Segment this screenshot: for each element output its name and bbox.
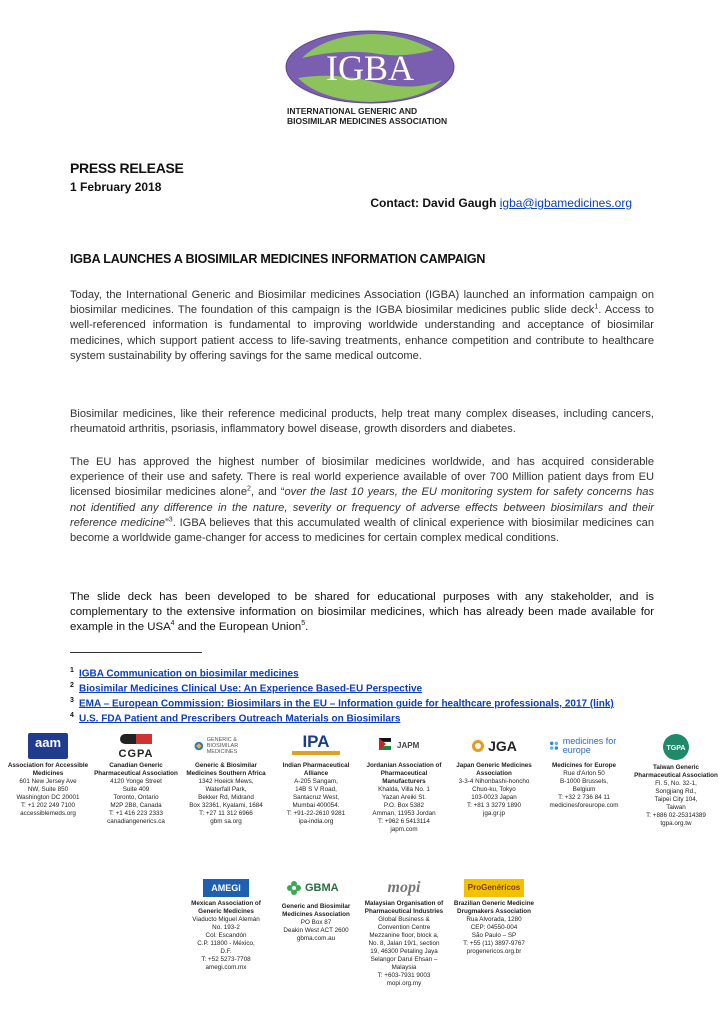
- mopi-logo: mopi: [387, 879, 421, 896]
- footnote-ref-1: 1: [594, 303, 599, 311]
- paragraph-2: Biosimilar medicines, like their reference medicinal products, help treat many complex diseases, including cancers, rheumatoid arthritis, psoriasis, inflammatory bowel disease, growth disorders and diabetes.: [70, 408, 654, 436]
- member-mopi: mopi Malaysian Organisation of Pharmaceutical Industries Global Business & Convention Centre Mezzanine floor, block a, No. 8, Jalan 19/1, section 19, 46300 Petaling Jaya Selangor Darul Ehsan – Malaysia T: +603-7931 9003 mopi.org.my: [364, 879, 444, 987]
- member-progenericos: ProGenéricos Brazilian Generic Medicine Drugmakers Association Rua Alvorada, 1280 CEP: 04550-004 São Paulo – SP T: +55 (11) 3897-9767 progenericos.org.br: [450, 879, 538, 956]
- press-release-date: 1 February 2018: [70, 180, 162, 194]
- member-aam: aam Association for Accessible Medicines 601 New Jersey Ave NW, Suite 850 Washington DC 20001 T: +1 202 249 7100 accessiblemeds.org: [7, 735, 89, 817]
- amegi-logo: AMEGI: [203, 879, 249, 897]
- footnote-divider: [70, 652, 202, 653]
- member-gbm-sa: GENERIC & BIOSIMILAR MEDICINES Generic & Biosimilar Medicines Southern Africa 1342 Hoeick Mews, Waterfall Park, Bekker Rd, Midrand Box 32361, Kyalami, 1684 T: +27 11 312 6966 gbm sa.org: [182, 733, 270, 826]
- japm-logo: JAPM: [376, 733, 432, 759]
- jordan-flag-icon: [376, 736, 394, 756]
- progenericos-logo: ProGenéricos: [464, 879, 524, 897]
- tgpa-logo: [662, 733, 690, 761]
- member-ipa: IPA Indian Pharmaceutical Alliance A-205 Sangam, 14B S V Road, Santacruz West, Mumbai 400054. T: +91-22-2610 9281 ipa-india.org: [282, 732, 350, 825]
- member-medicines-for-europe: medicines for europe Medicines for Europe Rue d'Arlon 50 B-1000 Brussels, Belgium T: +32 2 736 84 11 medicinesforeurope.com: [540, 733, 628, 810]
- igba-logo: [284, 28, 456, 106]
- paragraph-3: The EU has approved the highest number of biosimilar medicines worldwide, and has acquired considerable experience of their use and safety. There is real world experience available of over 700 Million patient days from EU licensed biosimilar medicines alone$^2$, and “over the last 10 years, the EU monitoring system for safety concerns has not identified any difference in the nature, severity or frequency of adverse effects between biosimilars and their reference medicine”$^3$. IGBA believes that this accumulated wealth of clinical experience with biosimilar medicines can become a worldwide game-changer for access to medicines for certain complex medical conditions.: [70, 456, 655, 545]
- gbm-sa-logo: GENERIC & BIOSIMILAR MEDICINES: [194, 733, 258, 759]
- pill-icon: [108, 733, 164, 745]
- cgpa-logo: CGPA: [108, 733, 164, 759]
- footnote-3[interactable]: $^3$ EMA – European Commission: Biosimilars in the EU – Information guide for healthcare professionals, 2017 (link): [70, 697, 614, 710]
- gbm-sa-emblem-icon: [194, 737, 204, 755]
- tgpa-emblem-text: TGPA: [666, 745, 686, 752]
- footnote-ref-3: 3: [168, 516, 173, 524]
- member-cgpa: CGPA Canadian Generic Pharmaceutical Association 4120 Yonge Street Suite 409 Toronto, Ontario M2P 2B8, Canada T: +1 416 223 2333 canadiangenerics.ca: [92, 733, 180, 826]
- footnote-ref-4: 4: [170, 620, 175, 628]
- contact-line: [370, 196, 632, 210]
- press-release-label: PRESS RELEASE: [70, 160, 184, 176]
- gbma-logo: GBMA: [286, 876, 346, 900]
- gbma-flower-icon: [286, 880, 302, 896]
- member-gbma: GBMA Generic and Biosimilar Medicines Association PO Box 87 Deakin West ACT 2600 gbma.com.au: [272, 876, 360, 943]
- association-name: [287, 106, 477, 126]
- association-name-line1: INTERNATIONAL GENERIC AND: [287, 106, 418, 116]
- association-name-line2: BIOSIMILAR MEDICINES ASSOCIATION: [287, 116, 448, 126]
- member-amegi: AMEGI Mexican Association of Generic Medicines Viaducto Miguel Alemán No. 193-2 Col. Escandón C.P. 11800 - México, D.F. T: +52 5273-7708 amegi.com.mx: [182, 879, 270, 972]
- footnote-2[interactable]: $^2$ Biosimilar Medicines Clinical Use: An Experience Based-EU Perspective: [70, 682, 423, 695]
- medicines-for-europe-logo: medicines for europe: [549, 733, 619, 759]
- footnote-ref-5: 5: [301, 620, 306, 628]
- jga-emblem-icon: [471, 739, 485, 753]
- member-tgpa: TGPA Taiwan Generic Pharmaceutical Association Fl. 5, No. 32-1, Songjiang Rd., Taipei City 104, Taiwan T: +886 02-25314389 tgpa.org.tw: [632, 733, 720, 828]
- paragraph-1: Today, the International Generic and Biosimilar medicines Association (IGBA) launched an information campaign on biosimilar medicines. The foundation of this campaign is the IGBA biosimilar medicines public slide deck$^1$. Access to well-referenced information is fundamental to improving worldwide understanding and acceptance of biosimilar medicines, which support patient access to life-saving treatments, enhance competition and contribute to healthcare system sustainability by offering savings for the same medical outcome.: [70, 289, 654, 362]
- paragraph-4: The slide deck has been developed to be shared for educational purposes with any stakeholder, and is complementary to the extensive information on biosimilar medicines, which has already been made available for example in the USA$^4$ and the European Union$^5$.: [70, 591, 654, 634]
- footnote-1[interactable]: $^1$ IGBA Communication on biosimilar medicines: [70, 667, 299, 680]
- aam-logo: aam: [28, 733, 68, 759]
- tgpa-emblem-icon: [662, 733, 690, 761]
- ipa-logo: IPA: [292, 733, 340, 759]
- contact-email-link[interactable]: igba@igbamedicines.org: [499, 196, 632, 210]
- article-title: IGBA LAUNCHES A BIOSIMILAR MEDICINES INFORMATION CAMPAIGN: [70, 252, 486, 266]
- mfe-dots-icon: [549, 738, 560, 754]
- footnote-ref-2: 2: [247, 485, 251, 493]
- jga-logo: JGA: [466, 733, 522, 759]
- contact-label: Contact: David Gaugh: [370, 196, 500, 210]
- footnote-4[interactable]: $^4$ U.S. FDA Patient and Prescribers Outreach Materials on Biosimilars: [70, 712, 401, 725]
- member-japm: JAPM Jordanian Association of Pharmaceutical Manufacturers Khalda, Villa No. 1 Yazan Areiki St. P.O. Box 5382 Amman, 11953 Jordan T: +962 6 5413114 japm.com: [360, 733, 448, 834]
- member-jga: JGA Japan Generic Medicines Association 3-3-4 Nihonbashi-honcho Chuo-ku, Tokyo 103-0023 Japan T: +81 3 3279 1890 jga.gr.jp: [450, 733, 538, 818]
- igba-logo-text: IGBA: [326, 48, 414, 88]
